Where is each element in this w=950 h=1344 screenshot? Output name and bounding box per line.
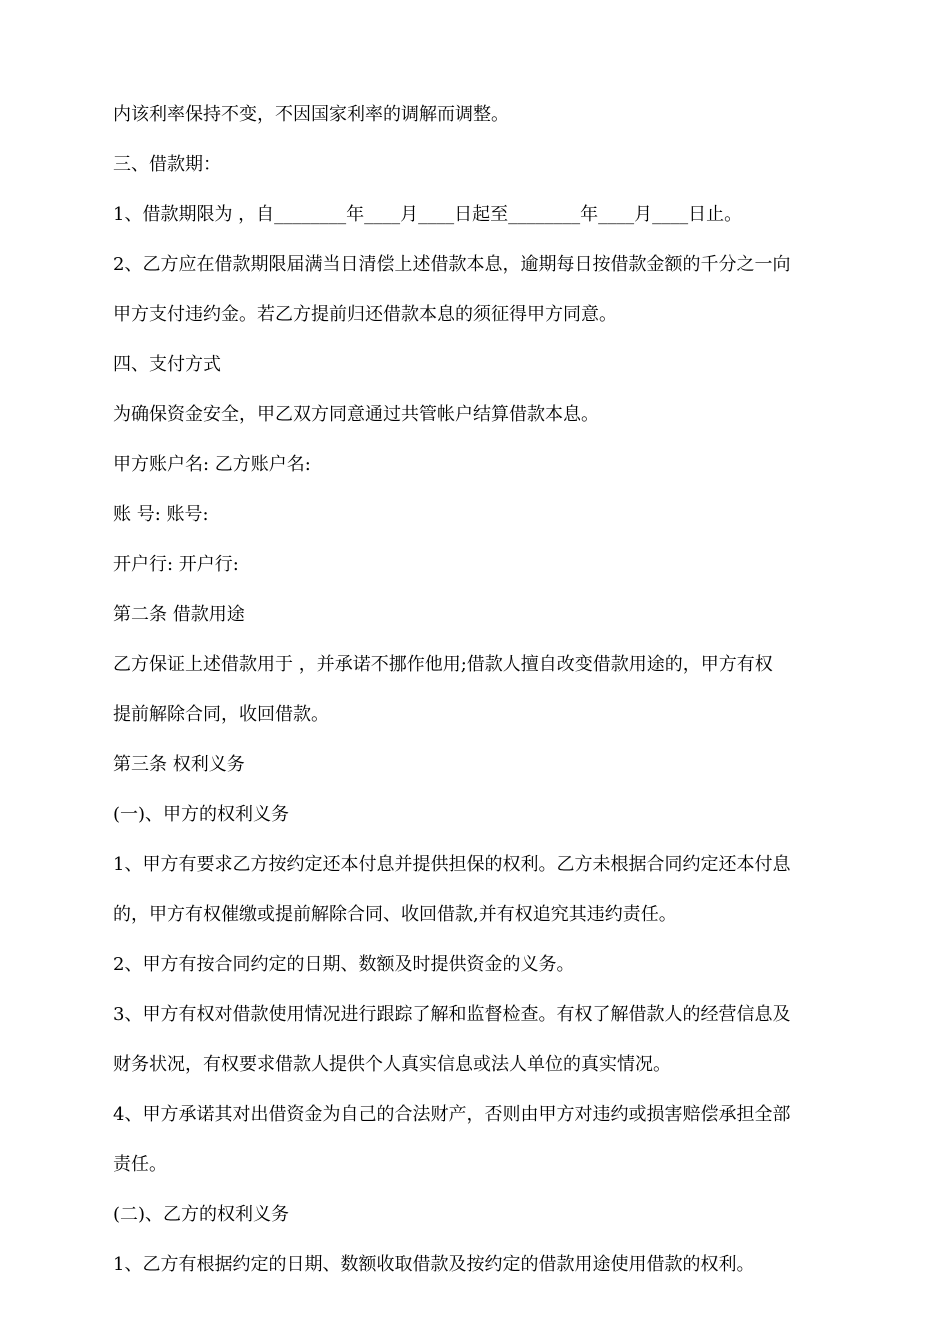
text-line: 责任。: [113, 1154, 167, 1175]
text-line: 2、乙方应在借款期限届满当日清偿上述借款本息，逾期每日按借款金额的千分之一向: [113, 254, 791, 275]
subsection-heading: (一)、甲方的权利义务: [113, 804, 290, 825]
text-line: 1、乙方有根据约定的日期、数额收取借款及按约定的借款用途使用借款的权利。: [113, 1254, 755, 1275]
text-line: 的，甲方有权催缴或提前解除合同、收回借款,并有权追究其违约责任。: [113, 904, 677, 925]
text-line: 甲方支付违约金。若乙方提前归还借款本息的须征得甲方同意。: [113, 304, 617, 325]
text-line: 2、甲方有按合同约定的日期、数额及时提供资金的义务。: [113, 954, 575, 975]
text-line: 1、借款期限为 ，自________年____月____日起至________年____月____日止。: [113, 204, 743, 225]
section-heading: 四、支付方式: [113, 354, 221, 375]
text-line: 内该利率保持不变，不因国家利率的调解而调整。: [113, 104, 509, 125]
text-line: 提前解除合同，收回借款。: [113, 704, 329, 725]
text-line: 财务状况，有权要求借款人提供个人真实信息或法人单位的真实情况。: [113, 1054, 671, 1075]
article-heading: 第三条 权利义务: [113, 754, 245, 775]
text-line: 3、甲方有权对借款使用情况进行跟踪了解和监督检查。有权了解借款人的经营信息及: [113, 1004, 791, 1025]
subsection-heading: (二)、乙方的权利义务: [113, 1204, 290, 1225]
text-line: 甲方账户名: 乙方账户名:: [113, 454, 311, 475]
text-line: 乙方保证上述借款用于 ，并承诺不挪作他用;借款人擅自改变借款用途的，甲方有权: [113, 654, 773, 675]
article-heading: 第二条 借款用途: [113, 604, 245, 625]
text-line: 4、甲方承诺其对出借资金为自己的合法财产，否则由甲方对违约或损害赔偿承担全部: [113, 1104, 791, 1125]
text-line: 开户行: 开户行:: [113, 554, 239, 575]
section-heading: 三、借款期：: [113, 154, 221, 175]
text-line: 为确保资金安全，甲乙双方同意通过共管帐户结算借款本息。: [113, 404, 599, 425]
text-line: 账 号: 账号:: [113, 504, 209, 525]
text-line: 1、甲方有要求乙方按约定还本付息并提供担保的权利。乙方未根据合同约定还本付息: [113, 854, 791, 875]
